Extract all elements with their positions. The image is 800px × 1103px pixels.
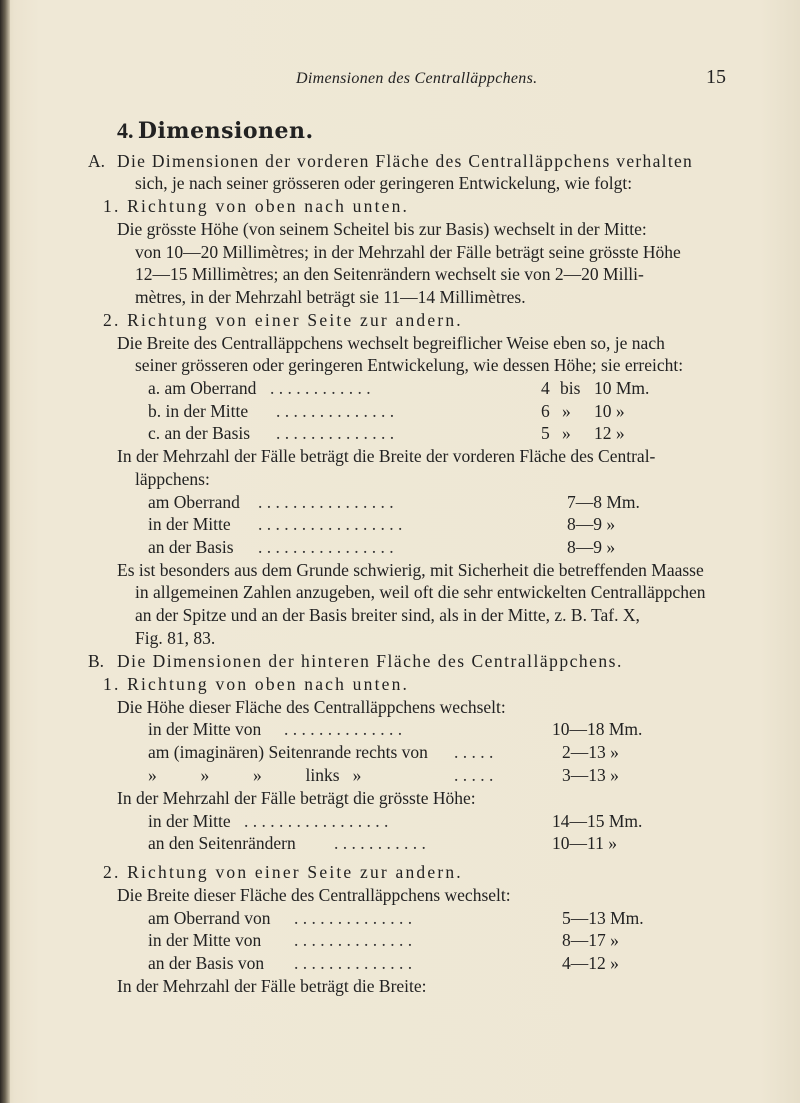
part-a-sub1-line-2: von 10—20 Millimètres; in der Mehrzahl der Fälle beträgt seine grösste Höhe bbox=[135, 242, 681, 262]
book-page: Dimensionen des Centralläppchens. 15 4. Dimensionen. A. Die Dimensionen der vorderen Fläche des Centralläppchens verhalten sich, je nach seiner grösseren oder geringeren Entwickelung, wie folgt: 1. Richtung von oben nach unten. Die grösste Höhe (von seinem Scheitel bis zur Basis) wechselt in der Mitte: von 10—20 Millimètres; in der Mehrzahl der Fälle beträgt seine grösste Höhe 12—15 Millimètres; an den Seitenrändern wechselt sie von 2—20 Milli- mètres, in der Mehrzahl beträgt sie 11—14 Millimètres. 2. Richtung von einer Seite zur andern. Die Breite des Centralläppchens wechselt begreiflicher Weise eben so, je nach seiner grösseren oder geringeren Entwickelung, wie dessen Höhe; sie erreicht: a. am Oberrand . . . . . . . . . . . . 4 bis 10 Mm. b. in der Mitte . . . . . . . . . . . . . . 6 » 10 » c. an der Basis . . . . . . . . . . . . . . 5 » 12 » In der Mehrzahl der Fälle beträgt die Breite der vorderen Fläche des Central- läppchens: am Oberrand . . . . . . . . . . . . . . . . 7—8 Mm. in der Mitte . . . . . . . . . . . . . . . . . 8—9 » an der Basis . . . . . . . . . . . . . . . . 8—9 » Es ist besonders aus dem Grunde schwierig, mit Sicherheit die betreffenden Maasse in allgemeinen Zahlen anzugeben, weil oft die sehr entwickelten Centralläppchen an der Spitze und an der Basis breiter sind, als in der Mitte, z. B. Taf. X, Fig. 81, 83. B. Die Dimensionen der hinteren Fläche des Centralläppchens. 1. Richtung von oben nach unten. Die Höhe dieser Fläche des Centralläppchens wechselt: in der Mitte von . . . . . . . . . . . . . . 10—18 Mm. am (imaginären) Seitenrande rechts von . . . . . 2—13 » » » » links » . . . . . 3—13 » In der Mehrzahl der Fälle beträgt die grösste Höhe: in der Mitte . . . . . . . . . . . . . . . . . 14—15 Mm. an den Seitenrändern . . . . . . . . . . . 10—11 » 2. Richtung von einer Seite zur andern. Die Breite dieser Fläche des Centralläppchens wechselt: am Oberrand von . . . . . . . . . . . . . . 5—13 Mm. in der Mitte von . . . . . . . . . . . . . . 8—17 » an der Basis von . . . . . . . . . . . . . . 4—12 » In der Mehrzahl der Fälle beträgt die Breite: bbox=[0, 0, 800, 1103]
part-a-sub2-line-8: Fig. 81, 83. bbox=[135, 628, 216, 648]
part-a-sub2-line-3: In der Mehrzahl der Fälle beträgt die Breite der vorderen Fläche des Central- bbox=[117, 446, 656, 466]
part-a-intro-line-2: sich, je nach seiner grösseren oder geringeren Entwickelung, wie folgt: bbox=[135, 173, 633, 193]
part-a-sub2-line-4: läppchens: bbox=[135, 469, 210, 489]
part-b-sub2-heading: 2. Richtung von einer Seite zur andern. bbox=[103, 862, 463, 882]
running-title: Dimensionen des Centralläppchens. bbox=[296, 70, 538, 87]
part-b-sub2-line-1: Die Breite dieser Fläche des Centralläppchens wechselt: bbox=[117, 885, 511, 905]
part-a-sub2-line-1: Die Breite des Centralläppchens wechselt begreiflicher Weise eben so, je nach bbox=[117, 333, 665, 353]
part-a-intro-line-1: Die Dimensionen der vorderen Fläche des Centralläppchens verhalten bbox=[117, 151, 694, 171]
part-a-sub1-line-3: 12—15 Millimètres; an den Seitenrändern wechselt sie von 2—20 Milli- bbox=[135, 264, 644, 284]
part-a-sub1-line-4: mètres, in der Mehrzahl beträgt sie 11—14 Millimètres. bbox=[135, 287, 526, 307]
part-a-sub1-line-1: Die grösste Höhe (von seinem Scheitel bis zur Basis) wechselt in der Mitte: bbox=[117, 219, 647, 239]
part-b-sub2-line-2: In der Mehrzahl der Fälle beträgt die Breite: bbox=[117, 976, 427, 996]
part-b-sub1-line-2: In der Mehrzahl der Fälle beträgt die grösste Höhe: bbox=[117, 788, 476, 808]
part-a-sub2-line-7: an der Spitze und an der Basis breiter sind, als in der Mitte, z. B. Taf. X, bbox=[135, 605, 640, 625]
part-b-sub1-heading: 1. Richtung von oben nach unten. bbox=[103, 674, 410, 694]
section-title: Dimensionen. bbox=[137, 118, 314, 144]
page-number: 15 bbox=[706, 66, 726, 88]
part-a-sub2-line-2: seiner grösseren oder geringeren Entwickelung, wie dessen Höhe; sie erreicht: bbox=[135, 355, 684, 375]
part-b-intro: Die Dimensionen der hinteren Fläche des Centralläppchens. bbox=[117, 651, 623, 671]
part-a-sub1-heading: 1. Richtung von oben nach unten. bbox=[103, 196, 410, 216]
part-a-sub2-line-5: Es ist besonders aus dem Grunde schwierig, mit Sicherheit die betreffenden Maasse bbox=[117, 560, 704, 580]
part-b-sub1-line-1: Die Höhe dieser Fläche des Centralläppchens wechselt: bbox=[117, 697, 506, 717]
page-header bbox=[0, 62, 800, 92]
part-b-marker: B. bbox=[88, 651, 105, 671]
part-a-sub2-heading: 2. Richtung von einer Seite zur andern. bbox=[103, 310, 463, 330]
part-a-marker: A. bbox=[88, 151, 106, 171]
book-spine-edge bbox=[0, 0, 10, 1103]
part-a-sub2-line-6: in allgemeinen Zahlen anzugeben, weil oft die sehr entwickelten Centralläppchen bbox=[135, 582, 706, 602]
section-number: 4. bbox=[117, 118, 134, 143]
section-heading bbox=[117, 120, 314, 143]
